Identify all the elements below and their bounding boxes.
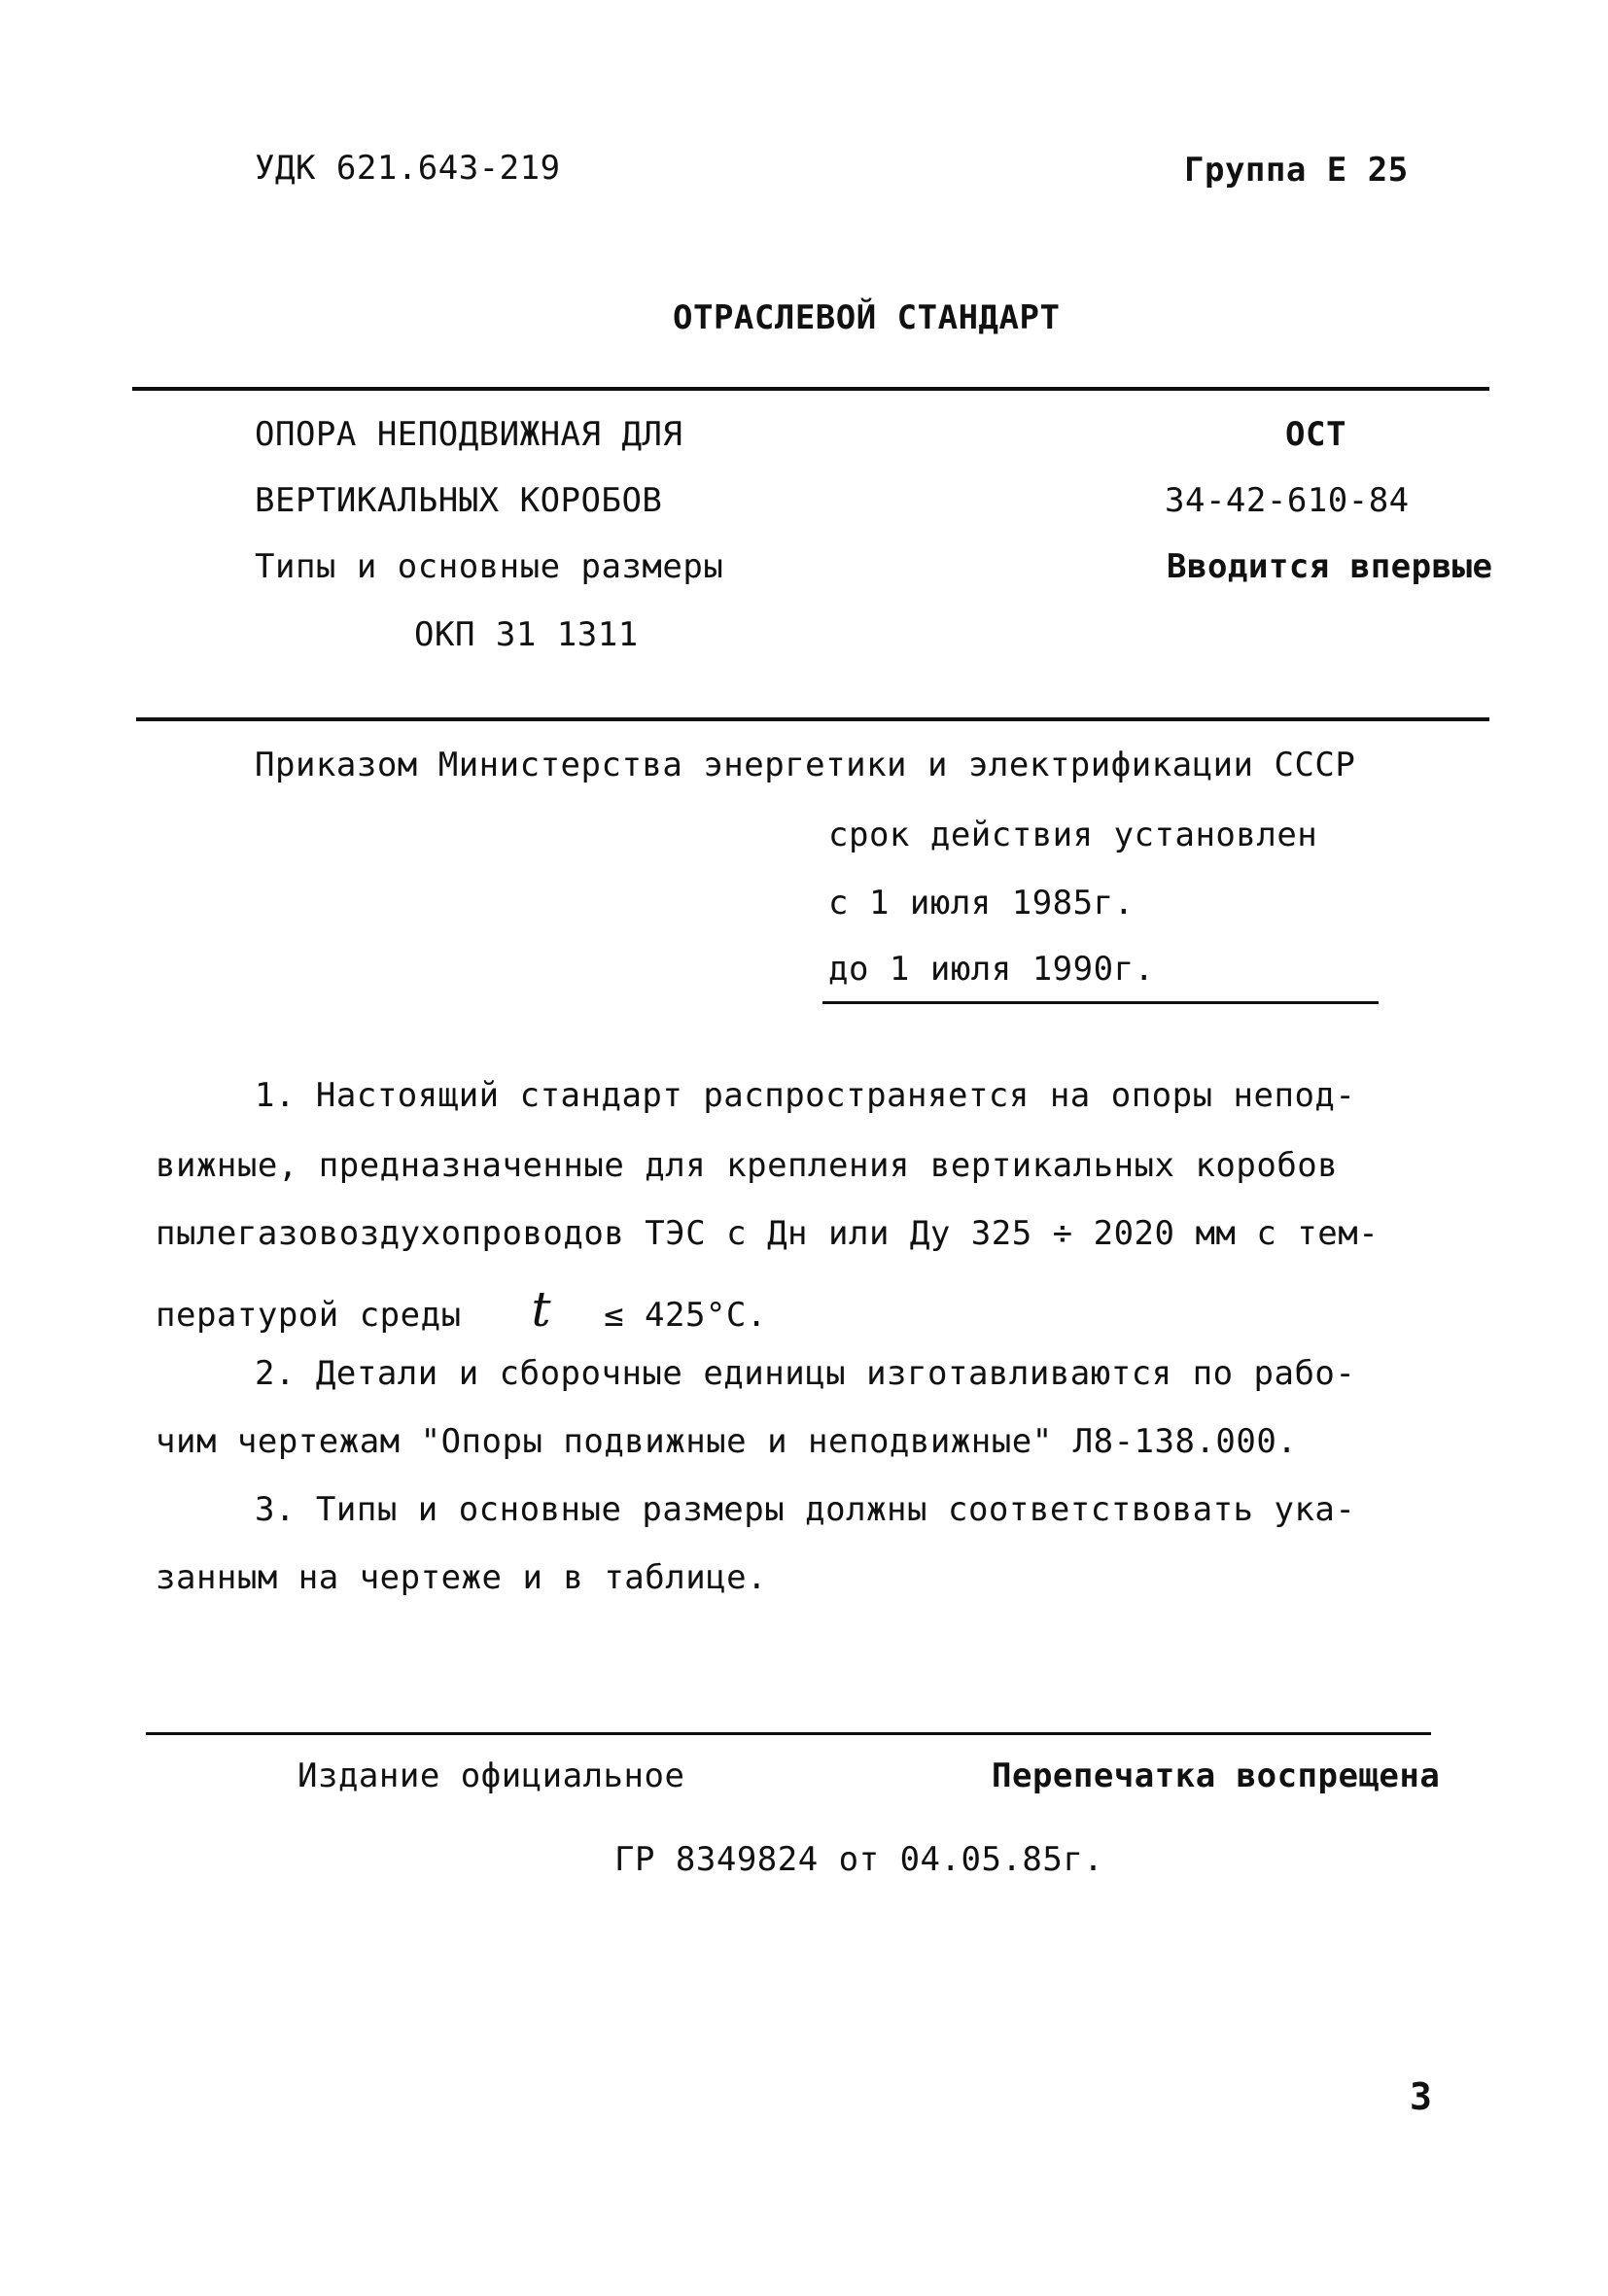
okp-code: ОКП 31 1311 — [414, 615, 639, 654]
top-rule — [132, 387, 1489, 391]
standard-name-line2: ВЕРТИКАЛЬНЫХ КОРОБОВ — [255, 481, 663, 520]
ost-number: 34-42-610-84 — [1165, 481, 1410, 520]
validity-underline — [822, 1001, 1379, 1004]
paragraph-1-line-4 — [156, 1281, 767, 1338]
temperature-prefix: пературой среды — [156, 1296, 462, 1335]
footer-rule — [146, 1732, 1431, 1735]
validity-to: до 1 июля 1990г. — [828, 950, 1155, 989]
paragraph-3-line-2: занным на чертеже и в таблице. — [156, 1558, 768, 1597]
introduced-note: Вводится впервые — [1167, 547, 1493, 586]
page-number: 3 — [1410, 2075, 1433, 2118]
reprint-note: Перепечатка воспрещена — [992, 1757, 1441, 1795]
validity-from: с 1 июля 1985г. — [828, 884, 1135, 922]
registration-number: ГР 8349824 от 04.05.85г. — [614, 1840, 1104, 1879]
paragraph-3-line-1: 3. Типы и основные размеры должны соответствовать ука- — [255, 1490, 1356, 1529]
document-type-title: ОТРАСЛЕВОЙ СТАНДАРТ — [673, 298, 1061, 337]
paragraph-1-line-2: вижные, предназначенные для крепления вертикальных коробов — [156, 1146, 1339, 1185]
group-code: Группа Е 25 — [1184, 151, 1409, 190]
order-text: Приказом Министерства энергетики и электрификации СССР — [255, 746, 1356, 784]
edition-note: Издание официальное — [297, 1757, 685, 1795]
ost-label: ОСТ — [1285, 415, 1346, 454]
paragraph-2-line-1: 2. Детали и сборочные единицы изготавливаются по рабо- — [255, 1354, 1356, 1393]
temperature-limit: ≤ 425°С. — [604, 1296, 767, 1335]
paragraph-1-line-1: 1. Настоящий стандарт распространяется на опоры непод- — [255, 1076, 1356, 1115]
standard-name-line1: ОПОРА НЕПОДВИЖНАЯ ДЛЯ — [255, 415, 683, 454]
paragraph-1-line-3: пылегазовоздухопроводов ТЭС с Дн или Ду 325 ÷ 2020 мм с тем- — [156, 1214, 1380, 1253]
validity-label: срок действия установлен — [828, 816, 1318, 854]
temperature-variable: t — [531, 1281, 552, 1338]
paragraph-2-line-2: чим чертежам "Опоры подвижные и неподвижные" Л8-138.000. — [156, 1422, 1298, 1461]
designation-bottom-rule — [136, 717, 1489, 721]
udk-code: УДК 621.643-219 — [255, 149, 561, 188]
standard-subtitle: Типы и основные размеры — [255, 547, 724, 586]
